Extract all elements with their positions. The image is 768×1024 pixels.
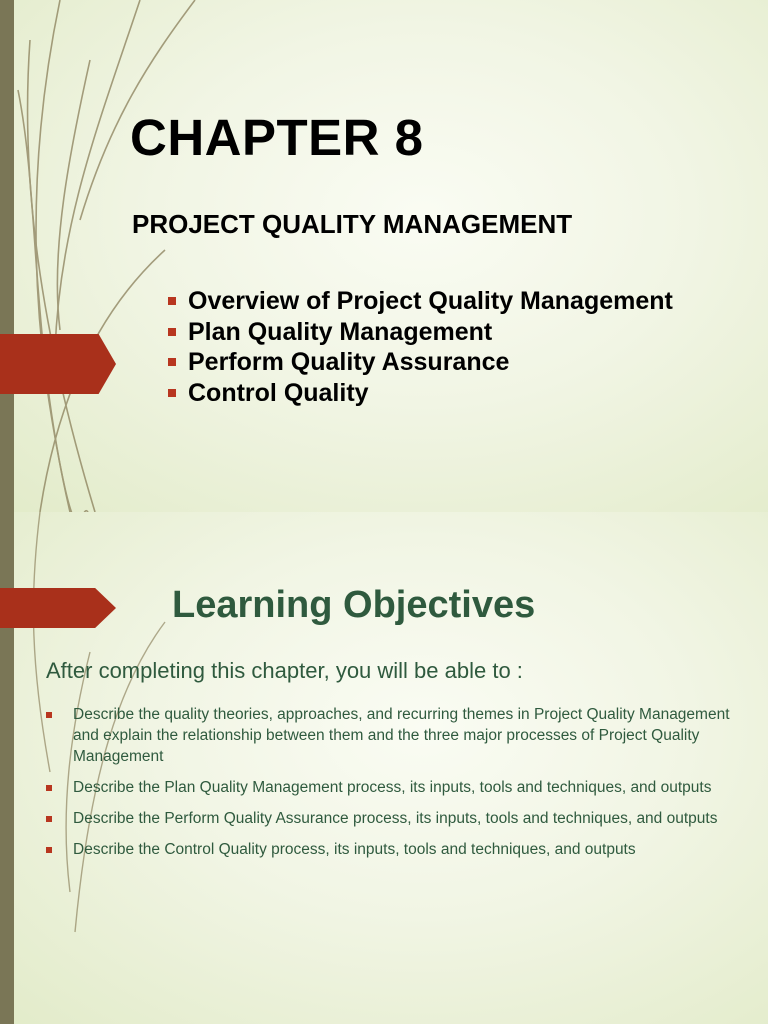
slide-learning-objectives xyxy=(0,512,768,1024)
chapter-subtitle: PROJECT QUALITY MANAGEMENT xyxy=(132,209,573,239)
topic-item xyxy=(168,347,673,378)
topic-text: Plan Quality Management xyxy=(188,317,493,346)
objective-text: Describe the quality theories, approaches, and recurring themes in Project Quality Management and explain the relationship between them and the three major processes of Project Quality Management xyxy=(73,706,730,765)
square-bullet-icon xyxy=(168,358,176,366)
chapter-title: CHAPTER 8 xyxy=(130,109,424,166)
objective-item xyxy=(46,808,736,829)
objective-text: Describe the Plan Quality Management process, its inputs, tools and techniques, and outputs xyxy=(73,779,712,796)
topic-item xyxy=(168,378,673,409)
intro-text: After completing this chapter, you will be able to : xyxy=(46,658,523,683)
arrow-tab xyxy=(0,334,116,394)
section-title: Learning Objectives xyxy=(172,584,536,626)
objective-item xyxy=(46,777,736,798)
square-bullet-icon xyxy=(46,712,52,718)
square-bullet-icon xyxy=(168,297,176,305)
square-bullet-icon xyxy=(46,847,52,853)
topic-text: Perform Quality Assurance xyxy=(188,348,510,376)
topic-item xyxy=(168,286,673,317)
square-bullet-icon xyxy=(168,328,176,336)
vine-decoration xyxy=(0,0,240,512)
objective-item xyxy=(46,704,736,767)
square-bullet-icon xyxy=(46,785,52,791)
objective-list xyxy=(46,704,736,870)
arrow-tab xyxy=(0,588,116,628)
objective-text: Describe the Perform Quality Assurance process, its inputs, tools and techniques, and outputs xyxy=(73,810,718,827)
topic-text: Overview of Project Quality Management xyxy=(188,287,673,315)
topic-list xyxy=(168,286,673,408)
topic-item xyxy=(168,317,673,348)
objective-text: Describe the Control Quality process, its inputs, tools and techniques, and outputs xyxy=(73,841,636,858)
objective-item xyxy=(46,839,736,860)
topic-text: Control Quality xyxy=(188,378,369,407)
square-bullet-icon xyxy=(46,816,52,822)
square-bullet-icon xyxy=(168,389,176,397)
